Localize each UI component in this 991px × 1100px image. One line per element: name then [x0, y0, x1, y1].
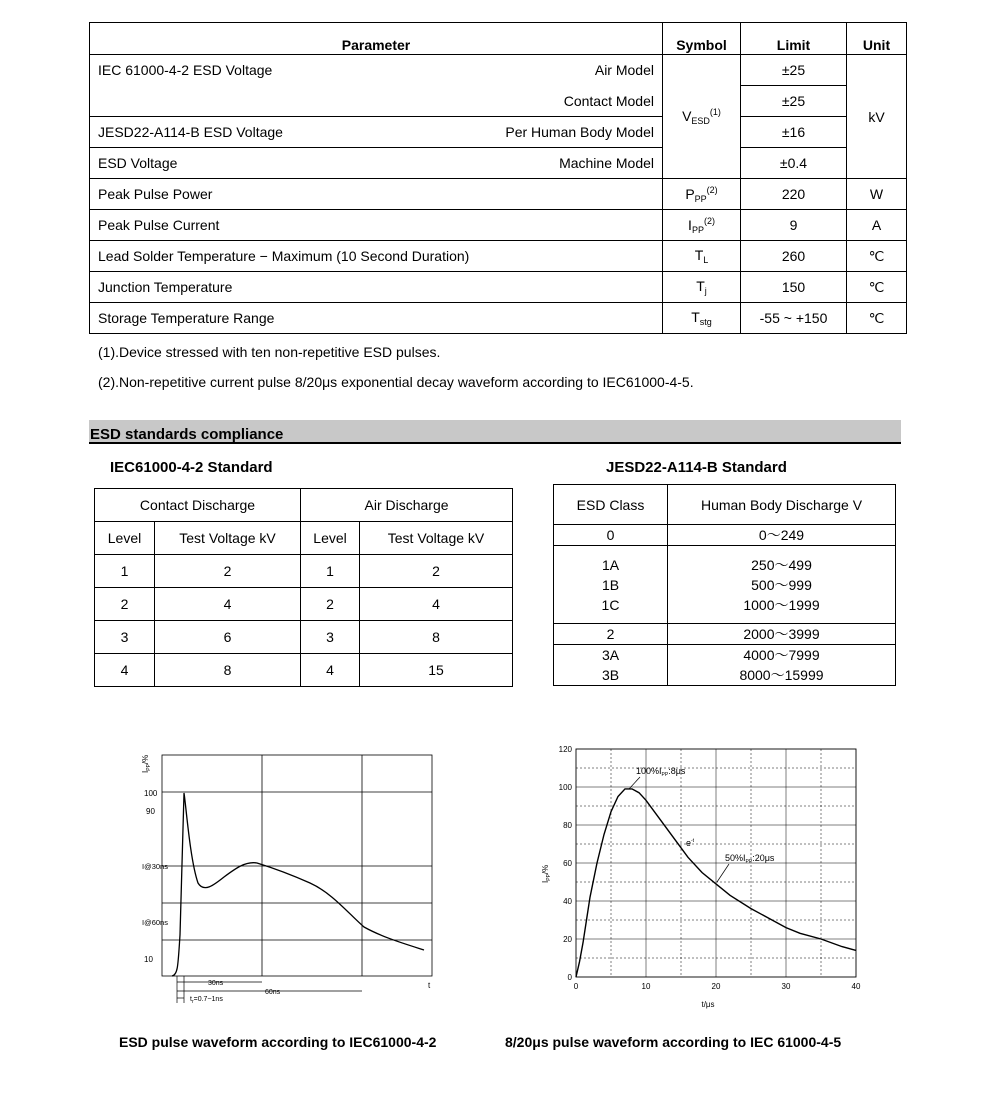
chart2-ytick: 60 — [563, 859, 572, 868]
esd-limit-contact: ±25 — [741, 86, 847, 117]
contact-discharge-header: Contact Discharge — [95, 489, 301, 522]
param-limit: 220 — [741, 179, 847, 210]
chart2-xtick: 40 — [851, 982, 861, 991]
chart2-ylabel-tail: /% — [541, 864, 550, 875]
class-3b: 3B — [601, 667, 620, 683]
param-symbol — [663, 241, 741, 272]
param-label: Peak Pulse Power — [90, 179, 663, 210]
esd-class: 2 — [554, 624, 668, 645]
air-level: 3 — [301, 621, 360, 654]
table-row — [90, 86, 907, 117]
half-sub: PP — [745, 859, 753, 865]
param-unit: ℃ — [847, 303, 907, 334]
param-unit: ℃ — [847, 241, 907, 272]
table-row — [554, 624, 896, 645]
contact-model-label: Contact Model — [90, 86, 663, 117]
table-row — [90, 179, 907, 210]
table-row — [95, 489, 513, 522]
param-unit: W — [847, 179, 907, 210]
contact-level: 1 — [95, 555, 155, 588]
decay-main: e — [686, 838, 692, 848]
decay-sup: -t — [691, 838, 695, 844]
chart2-ytick: 40 — [563, 897, 572, 906]
air-voltage: 15 — [360, 654, 513, 687]
air-level: 1 — [301, 555, 360, 588]
footnote-2: (2).Non-repetitive current pulse 8/20μs exponential decay waveform according to IEC61000-4-5. — [98, 374, 694, 390]
esd-limit-air: ±25 — [741, 55, 847, 86]
level-header: Level — [301, 522, 360, 555]
hbm-range — [668, 546, 896, 624]
compliance-section-header — [89, 420, 901, 444]
table-row — [95, 588, 513, 621]
symbol-sub: j — [704, 286, 707, 296]
air-voltage: 4 — [360, 588, 513, 621]
ratings-header-row — [90, 23, 907, 55]
chart2-ytick: 80 — [563, 821, 572, 830]
hbm-header: Human Body Discharge V — [668, 485, 896, 525]
esd-pulse-chart — [120, 735, 450, 1015]
level-header: Level — [95, 522, 155, 555]
esd-limit-hbm: ±16 — [741, 117, 847, 148]
class-1b: 1B — [601, 576, 620, 593]
footnote-1: (1).Device stressed with ten non-repetitive ESD pulses. — [98, 344, 441, 360]
chart2-xtick: 20 — [711, 982, 721, 991]
table-row — [554, 546, 896, 624]
jesd-standard-table — [553, 484, 896, 686]
contact-level: 2 — [95, 588, 155, 621]
peak-tail: :8μs — [668, 766, 686, 776]
contact-level: 4 — [95, 654, 155, 687]
symbol-main: T — [691, 309, 700, 325]
iec-standard-table — [94, 488, 513, 687]
chart2-ticks — [559, 745, 861, 991]
chart2-annotation-leaders — [629, 777, 729, 882]
header-parameter: Parameter — [90, 23, 663, 55]
table-row — [90, 241, 907, 272]
param-unit: A — [847, 210, 907, 241]
chart1-ytick: 100 — [144, 789, 158, 798]
range-1b: 500～999 — [751, 576, 812, 593]
range-1c: 1000～1999 — [743, 596, 820, 613]
chart2-ylabel — [541, 865, 552, 883]
chart2-peak-annotation — [636, 766, 686, 778]
iec-standard-title: IEC61000-4-2 Standard — [110, 459, 273, 476]
chart2-decay-annotation — [686, 838, 695, 848]
param-label: Storage Temperature Range — [90, 303, 663, 334]
hbm-range: 0～249 — [668, 525, 896, 546]
machine-model-label: Machine Model — [559, 155, 654, 171]
chart1-ylabel-sub: PP — [146, 764, 152, 771]
hbm-range: 2000～3999 — [668, 624, 896, 645]
param-symbol — [663, 272, 741, 303]
symbol-main: T — [696, 278, 705, 294]
esd-jesd-cell — [90, 117, 663, 148]
tr-tail: =0.7~1ns — [193, 996, 223, 1003]
chart2-xlabel: t/μs — [701, 1000, 715, 1009]
chart1-ylabel-tail: /% — [141, 754, 150, 765]
symbol-main: P — [685, 185, 695, 202]
air-level: 4 — [301, 654, 360, 687]
esd-symbol-sup: (1) — [709, 107, 721, 117]
air-discharge-header: Air Discharge — [301, 489, 513, 522]
esd-waveform-line — [172, 793, 424, 976]
chart2-ytick: 120 — [558, 745, 572, 754]
chart1-annotation-tr — [190, 996, 223, 1005]
maximum-ratings-table — [89, 22, 907, 334]
chart1-ylabel-main: I — [141, 770, 150, 773]
table-row — [90, 148, 907, 179]
table-row — [90, 210, 907, 241]
esd-symbol: V — [682, 108, 692, 124]
table-row — [90, 303, 907, 334]
chart1-plot-border — [162, 755, 432, 976]
esd-iec-cell — [90, 55, 663, 86]
chart2-ytick: 100 — [558, 783, 572, 792]
hbm-range — [668, 645, 896, 686]
chart1-xlabel: t — [428, 981, 431, 990]
chart2-ytick: 0 — [567, 973, 572, 982]
table-row — [95, 621, 513, 654]
jesd-standard-title: JESD22-A114-B Standard — [606, 459, 787, 476]
chart2-ylabel-sub: PP — [546, 874, 552, 881]
esd-machine-cell — [90, 148, 663, 179]
contact-level: 3 — [95, 621, 155, 654]
symbol-sub: PP — [694, 193, 707, 204]
param-label: Peak Pulse Current — [90, 210, 663, 241]
surge-pulse-chart — [530, 738, 875, 1018]
test-voltage-header: Test Voltage kV — [360, 522, 513, 555]
chart1-ytick: 10 — [144, 955, 153, 964]
esd-chart-caption: ESD pulse waveform according to IEC61000-4-2 — [119, 1034, 437, 1050]
air-level: 2 — [301, 588, 360, 621]
table-row — [95, 555, 513, 588]
peak-main: 100%I — [636, 766, 662, 776]
esd-symbol-cell — [663, 55, 741, 179]
chart2-ylabel-main: I — [541, 880, 550, 883]
air-model-label: Air Model — [594, 62, 654, 79]
svg-text:IPP/% — [541, 865, 552, 883]
table-row — [554, 485, 896, 525]
tr-main: t — [190, 996, 192, 1003]
param-unit: ℃ — [847, 272, 907, 303]
jesd-esd-voltage-label: JESD22-A114-B ESD Voltage — [98, 124, 283, 140]
symbol-main: I — [688, 216, 692, 233]
esd-voltage-label: ESD Voltage — [98, 155, 178, 171]
param-symbol — [663, 179, 741, 210]
table-row — [554, 525, 896, 546]
table-row — [90, 55, 907, 86]
param-symbol — [663, 210, 741, 241]
chart1-annotation-60ns: 60ns — [265, 989, 281, 996]
symbol-main: T — [694, 247, 704, 263]
air-voltage: 8 — [360, 621, 513, 654]
chart2-xtick: 30 — [781, 982, 791, 991]
esd-class-header: ESD Class — [554, 485, 668, 525]
contact-voltage: 8 — [155, 654, 301, 687]
class-1c: 1C — [601, 596, 620, 613]
chart1-annotation-30ns: 30ns — [208, 980, 224, 987]
param-limit: 150 — [741, 272, 847, 303]
param-label: Lead Solder Temperature − Maximum (10 Second Duration) — [90, 241, 663, 272]
chart1-ytick: I@30ns — [142, 862, 168, 871]
esd-class — [554, 546, 668, 624]
contact-voltage: 4 — [155, 588, 301, 621]
class-1a: 1A — [601, 556, 620, 573]
half-tail: :20μs — [752, 853, 775, 863]
table-row — [95, 654, 513, 687]
param-limit: -55 ~ +150 — [741, 303, 847, 334]
table-row — [90, 272, 907, 303]
chart2-grid — [576, 749, 856, 977]
svg-text:IPP/% — [141, 755, 152, 773]
human-body-model-label: Per Human Body Model — [505, 124, 654, 140]
header-unit: Unit — [847, 23, 907, 55]
header-limit: Limit — [741, 23, 847, 55]
range-1a: 250～499 — [751, 556, 812, 573]
range-3b: 8000～15999 — [739, 667, 824, 683]
peak-sub: PP — [661, 772, 669, 778]
param-label: Junction Temperature — [90, 272, 663, 303]
symbol-sub: L — [703, 255, 709, 265]
esd-class: 0 — [554, 525, 668, 546]
half-main: 50%I — [725, 853, 746, 863]
esd-symbol-sub: ESD — [691, 116, 710, 126]
param-limit: 9 — [741, 210, 847, 241]
contact-voltage: 2 — [155, 555, 301, 588]
param-limit: 260 — [741, 241, 847, 272]
chart1-ylabel — [141, 755, 152, 773]
iec-esd-voltage-label: IEC 61000-4-2 ESD Voltage — [98, 62, 273, 79]
table-row — [95, 522, 513, 555]
surge-chart-caption: 8/20μs pulse waveform according to IEC 61000-4-5 — [505, 1034, 842, 1050]
table-row — [554, 645, 896, 686]
chart2-xtick: 10 — [641, 982, 651, 991]
air-voltage: 2 — [360, 555, 513, 588]
class-3a: 3A — [601, 647, 620, 663]
chart2-ytick: 20 — [563, 935, 572, 944]
contact-voltage: 6 — [155, 621, 301, 654]
table-row — [90, 117, 907, 148]
param-symbol — [663, 303, 741, 334]
esd-unit-cell: kV — [847, 55, 907, 179]
esd-class — [554, 645, 668, 686]
esd-limit-machine: ±0.4 — [741, 148, 847, 179]
symbol-sup: (2) — [703, 215, 715, 226]
chart1-ytick: I@60ns — [142, 918, 168, 927]
tr-sub: r — [191, 999, 194, 1005]
symbol-sup: (2) — [706, 184, 718, 195]
symbol-sub: PP — [691, 224, 704, 235]
chart1-ytick: 90 — [146, 807, 155, 816]
symbol-sub: stg — [699, 317, 712, 327]
range-3a: 4000～7999 — [743, 647, 820, 663]
chart2-xtick: 0 — [573, 982, 579, 991]
chart1-frame — [162, 755, 432, 976]
test-voltage-header: Test Voltage kV — [155, 522, 301, 555]
header-symbol: Symbol — [663, 23, 741, 55]
compliance-title: ESD standards compliance — [90, 426, 284, 443]
